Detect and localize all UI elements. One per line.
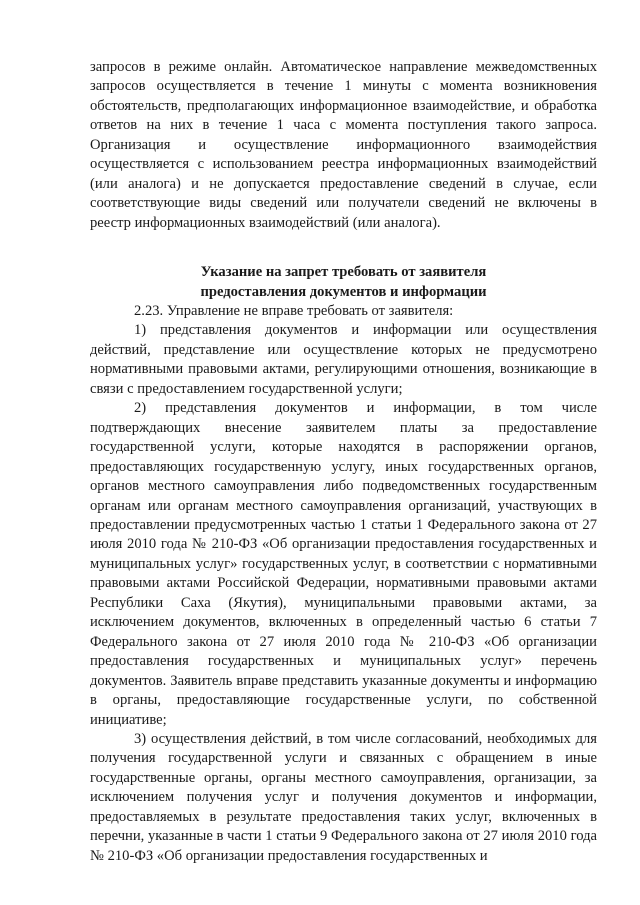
list-item-2: 2) представления документов и информации, в том числе подтверждающих внесение заявителем платы за предоставление государственной услуги, которые находятся в распоряжении органов, предоставляющих государственную услугу, иных государственных органов, органов местного самоуправления либо подведомственных государственным органам или органам местного самоуправления организаций, участвующих в предоставлении предусмотренных частью 1 статьи 1 Федерального закона от 27 июля 2010 года № 210-ФЗ «Об организации предоставления государственных и муниципальных услуг» государственных услуг, в соответствии с нормативными правовыми актами Российской Федерации, нормативными правовыми актами Республики Саха (Якутия), муниципальными правовыми актами, за исключением документов, включенных в определенный частью 6 статьи 7 Федерального закона от 27 июля 2010 года № 210-ФЗ «Об организации предоставления государственных и муниципальных услуг» перечень документов. Заявитель вправе представить указанные документы и информацию в органы, предоставляющие государственные услуги, по собственной инициативе; <box>90 400 597 728</box>
clause-2-23: 2.23. Управление не вправе требовать от заявителя: <box>134 302 454 319</box>
list-item-1: 1) представления документов и информации или осуществления действий, представление или осуществление которых не предусмотрено нормативными правовыми актами, регулирующими отношения, возникающие в связи с предоставлением государственной услуги; <box>90 322 597 397</box>
section-heading-line-2: предоставления документов и информации <box>200 283 487 300</box>
document-page <box>90 58 597 866</box>
section-heading-line-1: Указание на запрет требовать от заявителя <box>200 264 487 281</box>
paragraph-intro: запросов в режиме онлайн. Автоматическое направление межведомственных запросов осуществляется в течение 1 минуты с момента возникновения обстоятельств, предполагающих информационное взаимодействие, и обработка ответов на них в течение 1 часа с момента поступления такого запроса. Организация и осуществление информационного взаимодействия осуществляется с использованием реестра информационных взаимодействий (или аналога) и не допускается предоставление сведений в случае, если соответствующие виды сведений или получатели сведений не включены в реестр информационных взаимодействий (или аналога). <box>90 59 597 231</box>
section-heading <box>90 263 597 302</box>
list-item-3: 3) осуществления действий, в том числе согласований, необходимых для получения государственной услуги и связанных с обращением в иные государственные органы, органы местного самоуправления, организации, за исключением получения услуг и получения документов и информации, предоставляемых в результате предоставления таких услуг, включенных в перечни, указанные в части 1 статьи 9 Федерального закона от 27 июля 2010 года № 210-ФЗ «Об организации предоставления государственных и <box>90 730 597 864</box>
